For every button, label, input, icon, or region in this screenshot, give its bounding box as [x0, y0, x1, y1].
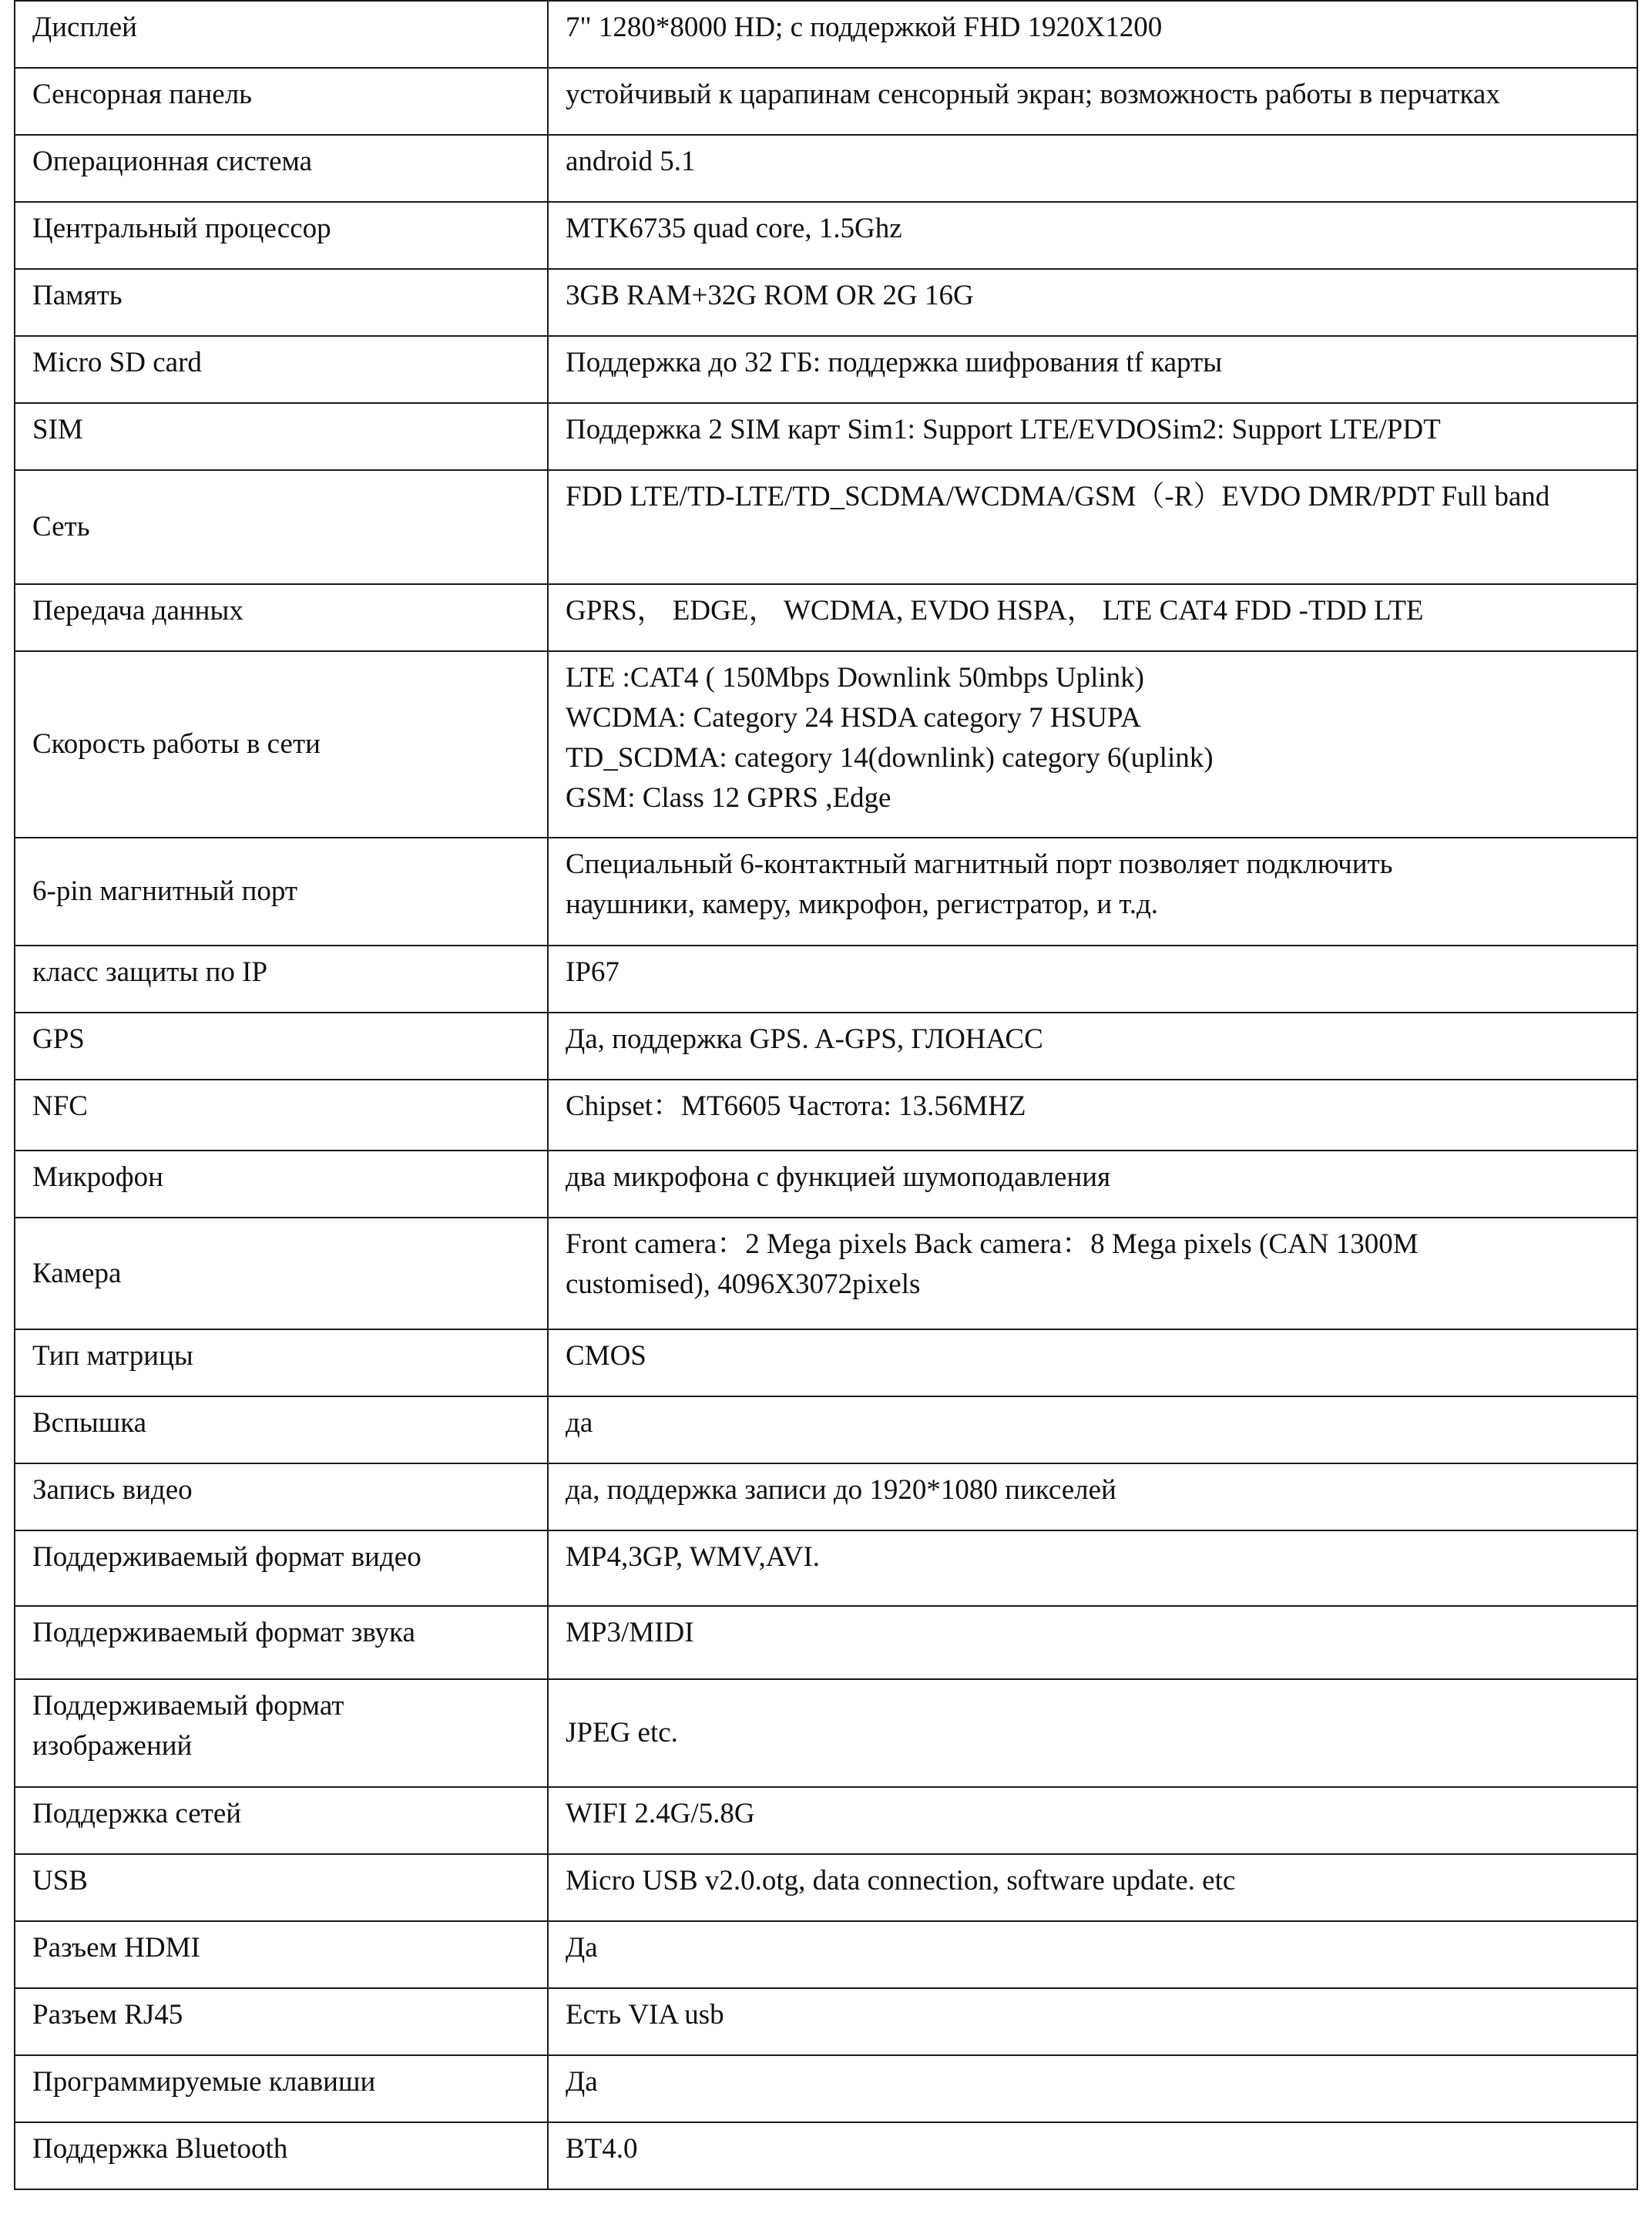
table-row: [15, 1606, 1637, 1679]
spec-label-programmable-keys: Программируемые клавиши: [15, 2055, 548, 2122]
table-row: [15, 1463, 1637, 1530]
table-row: [15, 1787, 1637, 1854]
spec-label-flash: Вспышка: [15, 1396, 548, 1463]
spec-label-hdmi: Разъем HDMI: [15, 1921, 548, 1988]
spec-table-body: [15, 1, 1637, 2189]
table-row: [15, 1988, 1637, 2055]
spec-value-network-speed: LTE :CAT4 ( 150Mbps Downlink 50mbps Uplink) WCDMA: Category 24 HSDA category 7 HSUPA TD_SCDMA: category 14(downlink) category 6(uplink) GSM: Class 12 GPRS ,Edge: [548, 651, 1637, 838]
table-row: [15, 1530, 1637, 1606]
spec-label-gps: GPS: [15, 1013, 548, 1080]
table-row: [15, 2055, 1637, 2122]
table-row: [15, 838, 1637, 946]
table-row: [15, 1151, 1637, 1218]
table-row: [15, 403, 1637, 470]
spec-value-nfc: Chipset：MT6605 Частота: 13.56MHZ: [548, 1080, 1637, 1151]
spec-value-touch-panel: устойчивый к царапинам сенсорный экран; возможность работы в перчатках: [548, 68, 1637, 135]
spec-label-cpu: Центральный процессор: [15, 202, 548, 269]
spec-label-wifi: Поддержка сетей: [15, 1787, 548, 1854]
table-row: [15, 1921, 1637, 1988]
spec-table: [14, 0, 1638, 2190]
spec-label-memory: Память: [15, 269, 548, 336]
spec-value-video-recording: да, поддержка записи до 1920*1080 пикселей: [548, 1463, 1637, 1530]
table-row: [15, 1, 1637, 68]
table-row: [15, 1329, 1637, 1396]
spec-label-data-transfer: Передача данных: [15, 584, 548, 651]
table-row: [15, 1854, 1637, 1921]
spec-value-memory: 3GB RAM+32G ROM OR 2G 16G: [548, 269, 1637, 336]
table-row: [15, 470, 1637, 584]
spec-value-cpu: MTK6735 quad core, 1.5Ghz: [548, 202, 1637, 269]
spec-value-image-formats: JPEG etc.: [548, 1679, 1637, 1787]
spec-value-video-formats: MP4,3GP, WMV,AVI.: [548, 1530, 1637, 1606]
spec-value-flash: да: [548, 1396, 1637, 1463]
spec-label-usb: USB: [15, 1854, 548, 1921]
spec-value-magnetic-port: Специальный 6-контактный магнитный порт позволяет подключить наушники, камеру, микрофон, регистратор, и т.д.: [548, 838, 1637, 946]
table-row: [15, 1013, 1637, 1080]
table-row: [15, 336, 1637, 403]
spec-value-ip-rating: IP67: [548, 946, 1637, 1013]
spec-label-audio-formats: Поддерживаемый формат звука: [15, 1606, 548, 1679]
table-row: [15, 68, 1637, 135]
spec-label-sd-card: Micro SD card: [15, 336, 548, 403]
spec-label-video-recording: Запись видео: [15, 1463, 548, 1530]
spec-label-network-speed: Скорость работы в сети: [15, 651, 548, 838]
spec-label-bluetooth: Поддержка Bluetooth: [15, 2122, 548, 2189]
spec-label-touch-panel: Сенсорная панель: [15, 68, 548, 135]
spec-value-rj45: Есть VIA usb: [548, 1988, 1637, 2055]
table-row: [15, 2122, 1637, 2189]
spec-label-sensor-type: Тип матрицы: [15, 1329, 548, 1396]
table-row: [15, 1679, 1637, 1787]
table-row: [15, 946, 1637, 1013]
spec-value-os: android 5.1: [548, 135, 1637, 202]
spec-value-sim: Поддержка 2 SIM карт Sim1: Support LTE/EVDOSim2: Support LTE/PDT: [548, 403, 1637, 470]
spec-value-hdmi: Да: [548, 1921, 1637, 1988]
spec-value-programmable-keys: Да: [548, 2055, 1637, 2122]
spec-label-image-formats: Поддерживаемый формат изображений: [15, 1679, 548, 1787]
spec-value-gps: Да, поддержка GPS. A-GPS, ГЛОНАСС: [548, 1013, 1637, 1080]
spec-value-audio-formats: MP3/MIDI: [548, 1606, 1637, 1679]
spec-label-video-formats: Поддерживаемый формат видео: [15, 1530, 548, 1606]
table-row: [15, 651, 1637, 838]
spec-value-sensor-type: CMOS: [548, 1329, 1637, 1396]
spec-label-network: Сеть: [15, 470, 548, 584]
spec-label-microphone: Микрофон: [15, 1151, 548, 1218]
spec-value-data-transfer: GPRS， EDGE， WCDMA, EVDO HSPA， LTE CAT4 FDD -TDD LTE: [548, 584, 1637, 651]
spec-label-rj45: Разъем RJ45: [15, 1988, 548, 2055]
spec-label-sim: SIM: [15, 403, 548, 470]
spec-value-network: FDD LTE/TD-LTE/TD_SCDMA/WCDMA/GSM（-R）EVDO DMR/PDT Full band: [548, 470, 1637, 584]
spec-value-usb: Micro USB v2.0.otg, data connection, software update. etc: [548, 1854, 1637, 1921]
spec-label-nfc: NFC: [15, 1080, 548, 1151]
spec-value-camera: Front camera：2 Mega pixels Back camera：8 Mega pixels (CAN 1300M customised), 4096X3072pixels: [548, 1218, 1637, 1329]
spec-value-wifi: WIFI 2.4G/5.8G: [548, 1787, 1637, 1854]
table-row: [15, 1218, 1637, 1329]
spec-label-camera: Камера: [15, 1218, 548, 1329]
table-row: [15, 584, 1637, 651]
spec-label-os: Операционная система: [15, 135, 548, 202]
table-row: [15, 135, 1637, 202]
spec-label-ip-rating: класс защиты по IP: [15, 946, 548, 1013]
spec-label-magnetic-port: 6-pin магнитный порт: [15, 838, 548, 946]
table-row: [15, 202, 1637, 269]
spec-label-display: Дисплей: [15, 1, 548, 68]
spec-value-display: 7" 1280*8000 HD; с поддержкой FHD 1920X1200: [548, 1, 1637, 68]
table-row: [15, 269, 1637, 336]
spec-value-microphone: два микрофона с функцией шумоподавления: [548, 1151, 1637, 1218]
table-row: [15, 1080, 1637, 1151]
spec-value-bluetooth: BT4.0: [548, 2122, 1637, 2189]
table-row: [15, 1396, 1637, 1463]
spec-value-sd-card: Поддержка до 32 ГБ: поддержка шифрования tf карты: [548, 336, 1637, 403]
